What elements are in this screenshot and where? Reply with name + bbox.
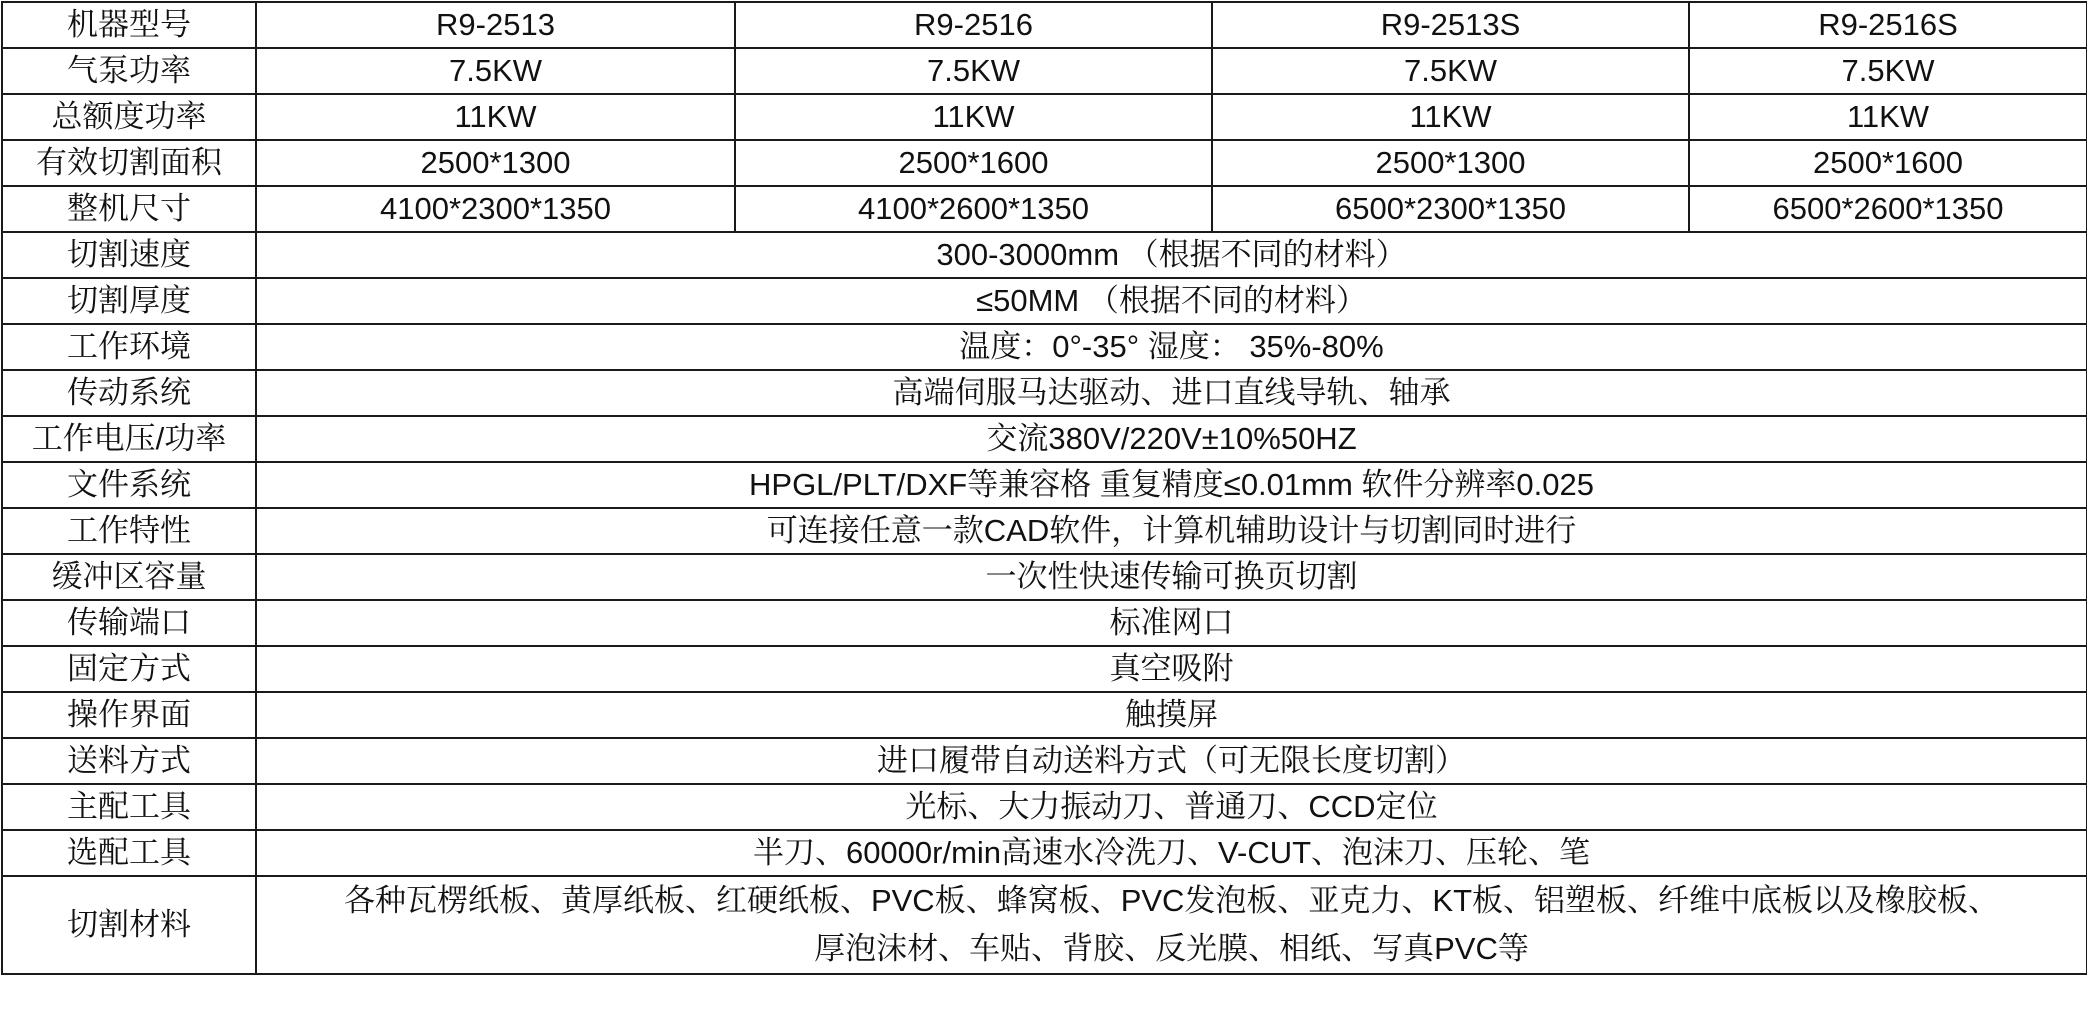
row-cutting-area bbox=[2, 140, 2087, 186]
shared-value-cell: 300-3000mm （根据不同的材料） bbox=[256, 232, 2087, 278]
spec-table bbox=[1, 1, 2087, 975]
row-models bbox=[2, 2, 2087, 48]
row-features bbox=[2, 508, 2087, 554]
shared-value-cell: ≤50MM （根据不同的材料） bbox=[256, 278, 2087, 324]
row-buffer bbox=[2, 554, 2087, 600]
row-label: 切割厚度 bbox=[2, 278, 256, 324]
shared-value-cell: 光标、大力振动刀、普通刀、CCD定位 bbox=[256, 784, 2087, 830]
row-label: 固定方式 bbox=[2, 646, 256, 692]
row-total-power bbox=[2, 94, 2087, 140]
shared-value-cell: 标准网口 bbox=[256, 600, 2087, 646]
model-cell: R9-2513S bbox=[1212, 2, 1689, 48]
shared-value-cell: 触摸屏 bbox=[256, 692, 2087, 738]
row-label: 总额度功率 bbox=[2, 94, 256, 140]
shared-value-cell: 交流380V/220V±10%50HZ bbox=[256, 416, 2087, 462]
row-port bbox=[2, 600, 2087, 646]
row-label: 整机尺寸 bbox=[2, 186, 256, 232]
row-label: 工作特性 bbox=[2, 508, 256, 554]
value-cell: 6500*2600*1350 bbox=[1689, 186, 2087, 232]
row-machine-size bbox=[2, 186, 2087, 232]
value-cell: 2500*1300 bbox=[1212, 140, 1689, 186]
row-label: 气泵功率 bbox=[2, 48, 256, 94]
row-label: 传输端口 bbox=[2, 600, 256, 646]
value-cell: 2500*1600 bbox=[735, 140, 1212, 186]
shared-value-cell: 进口履带自动送料方式（可无限长度切割） bbox=[256, 738, 2087, 784]
row-label: 文件系统 bbox=[2, 462, 256, 508]
materials-line: 各种瓦楞纸板、黄厚纸板、红硬纸板、PVC板、蜂窝板、PVC发泡板、亚克力、KT板、铝塑板、纤维中底板以及橡胶板、 bbox=[343, 883, 2000, 918]
row-label: 操作界面 bbox=[2, 692, 256, 738]
shared-value-cell: 半刀、60000r/min高速水冷洗刀、V-CUT、泡沫刀、压轮、笔 bbox=[256, 830, 2087, 876]
value-cell: 4100*2300*1350 bbox=[256, 186, 735, 232]
shared-value-cell: 高端伺服马达驱动、进口直线导轨、轴承 bbox=[256, 370, 2087, 416]
row-voltage bbox=[2, 416, 2087, 462]
shared-value-cell: 温度：0°-35° 湿度： 35%-80% bbox=[256, 324, 2087, 370]
value-cell: 7.5KW bbox=[1689, 48, 2087, 94]
row-main-tools bbox=[2, 784, 2087, 830]
value-cell: 6500*2300*1350 bbox=[1212, 186, 1689, 232]
row-optional-tools bbox=[2, 830, 2087, 876]
row-label: 机器型号 bbox=[2, 2, 256, 48]
value-cell: 7.5KW bbox=[735, 48, 1212, 94]
value-cell: 2500*1300 bbox=[256, 140, 735, 186]
value-cell: 11KW bbox=[735, 94, 1212, 140]
shared-value-cell: 可连接任意一款CAD软件，计算机辅助设计与切割同时进行 bbox=[256, 508, 2087, 554]
row-label: 工作环境 bbox=[2, 324, 256, 370]
value-cell: 11KW bbox=[1212, 94, 1689, 140]
row-label: 工作电压/功率 bbox=[2, 416, 256, 462]
row-label: 切割材料 bbox=[2, 876, 256, 974]
model-cell: R9-2516 bbox=[735, 2, 1212, 48]
shared-value-cell: 真空吸附 bbox=[256, 646, 2087, 692]
value-cell: 7.5KW bbox=[1212, 48, 1689, 94]
row-label: 传动系统 bbox=[2, 370, 256, 416]
row-pump-power bbox=[2, 48, 2087, 94]
model-cell: R9-2516S bbox=[1689, 2, 2087, 48]
row-materials bbox=[2, 876, 2087, 974]
value-cell: 2500*1600 bbox=[1689, 140, 2087, 186]
value-cell: 4100*2600*1350 bbox=[735, 186, 1212, 232]
row-label: 切割速度 bbox=[2, 232, 256, 278]
row-feeding bbox=[2, 738, 2087, 784]
row-interface bbox=[2, 692, 2087, 738]
row-file-system bbox=[2, 462, 2087, 508]
model-cell: R9-2513 bbox=[256, 2, 735, 48]
row-environment bbox=[2, 324, 2087, 370]
row-label: 送料方式 bbox=[2, 738, 256, 784]
row-label: 主配工具 bbox=[2, 784, 256, 830]
shared-value-cell: HPGL/PLT/DXF等兼容格 重复精度≤0.01mm 软件分辨率0.025 bbox=[256, 462, 2087, 508]
row-cutting-thickness bbox=[2, 278, 2087, 324]
materials-line: 厚泡沫材、车贴、背胶、反光膜、相纸、写真PVC等 bbox=[814, 931, 1529, 966]
value-cell: 7.5KW bbox=[256, 48, 735, 94]
row-fixing bbox=[2, 646, 2087, 692]
row-label: 有效切割面积 bbox=[2, 140, 256, 186]
materials-cell bbox=[256, 876, 2087, 974]
row-drive-system bbox=[2, 370, 2087, 416]
row-cutting-speed bbox=[2, 232, 2087, 278]
row-label: 选配工具 bbox=[2, 830, 256, 876]
shared-value-cell: 一次性快速传输可换页切割 bbox=[256, 554, 2087, 600]
value-cell: 11KW bbox=[256, 94, 735, 140]
value-cell: 11KW bbox=[1689, 94, 2087, 140]
row-label: 缓冲区容量 bbox=[2, 554, 256, 600]
